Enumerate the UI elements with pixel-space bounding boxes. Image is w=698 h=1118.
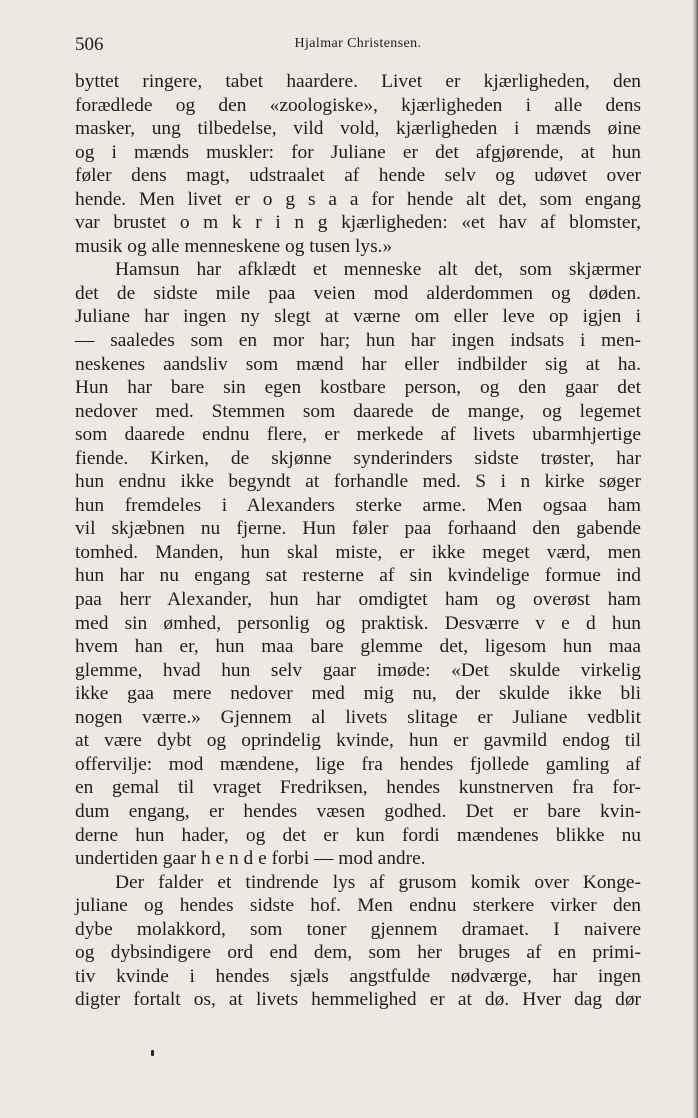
text-line: derne hun hader, og det er kun fordi mændenes blikke nu bbox=[75, 824, 641, 846]
running-head: Hjalmar Christensen. bbox=[294, 36, 422, 51]
text-line: at være dybt og oprindelig kvinde, hun er gavmild endog til bbox=[75, 730, 641, 752]
text-line: hun har nu engang sat resterne af sin kvindelige formue ind bbox=[75, 565, 641, 587]
text-line: tomhed. Manden, hun skal miste, er ikke meget værd, men bbox=[75, 541, 641, 563]
text-line: det de sidste mile paa veien mod alderdommen og døden. bbox=[75, 282, 641, 304]
text-line: Juliane har ingen ny slegt at værne om eller leve op igjen i bbox=[75, 306, 641, 328]
text-line: byttet ringere, tabet haardere. Livet er kjærligheden, den bbox=[75, 71, 641, 92]
print-speck bbox=[151, 1050, 154, 1056]
page-edge-shadow bbox=[692, 0, 698, 1118]
text-line: med sin ømhed, personlig og praktisk. Desværre v e d hun bbox=[75, 612, 641, 634]
text-line: nogen værre.» Gjennem al livets slitage er Juliane vedblit bbox=[75, 706, 641, 728]
body-text bbox=[75, 70, 641, 1012]
page-number: 506 bbox=[75, 34, 104, 55]
text-line: masker, ung tilbedelse, vild vold, kjærligheden i mænds øine bbox=[75, 118, 641, 140]
text-line: hende. Men livet er o g s a a for hende alt det, som engang bbox=[75, 188, 641, 210]
text-line: offervilje: mod mændene, lige fra hendes fjollede gamling af bbox=[75, 753, 641, 775]
text-line: hun endnu ikke begyndt at forhandle med. S i n kirke søger bbox=[75, 471, 641, 493]
text-line: digter fortalt os, at livets hemmelighed er at dø. Hver dag dør bbox=[75, 989, 641, 1011]
text-line: ikke gaa mere nedover med mig nu, der skulde ikke bli bbox=[75, 683, 641, 705]
text-line: hun fremdeles i Alexanders sterke arme. Men ogsaa ham bbox=[75, 494, 641, 516]
text-line: dybe molakkord, som toner gjennem dramaet. I naivere bbox=[75, 918, 641, 940]
text-line: undertiden gaar h e n d e forbi — mod andre. bbox=[75, 848, 426, 870]
page-header bbox=[75, 34, 641, 58]
text-line: Hamsun har afklædt et menneske alt det, som skjærmer bbox=[115, 259, 641, 281]
text-line: og i mænds muskler: for Juliane er det afgjørende, at hun bbox=[75, 141, 641, 163]
text-line: — saaledes som en mor har; hun har ingen indsats i men- bbox=[75, 330, 641, 352]
text-line: som daarede endnu flere, er merkede af livets ubarmhjertige bbox=[75, 424, 641, 446]
text-line: juliane og hendes sidste hof. Men endnu sterkere virker den bbox=[75, 895, 641, 917]
text-line: tiv kvinde i hendes sjæls angstfulde nødværge, har ingen bbox=[75, 965, 641, 987]
text-line: forædlede og den «zoologiske», kjærligheden i alle dens bbox=[75, 94, 641, 116]
text-line: vil skjæbnen nu fjerne. Hun føler paa forhaand den gabende bbox=[75, 518, 641, 540]
text-line: var brustet o m k r i n g kjærligheden: «et hav af blomster, bbox=[75, 212, 641, 234]
text-line: og dybsindigere ord end dem, som her bruges af en primi- bbox=[75, 942, 641, 964]
text-line: musik og alle menneskene og tusen lys.» bbox=[75, 235, 393, 257]
text-line: Hun har bare sin egen kostbare person, og den gaar det bbox=[75, 377, 641, 399]
text-line: en gemal til vraget Fredriksen, hendes kunstnerven fra for- bbox=[75, 777, 641, 799]
text-line: føler dens magt, udstraalet af hende selv og udøvet over bbox=[75, 165, 641, 187]
text-line: glemme, hvad hun selv gaar imøde: «Det skulde virkelig bbox=[75, 659, 641, 681]
text-line: fiende. Kirken, de skjønne synderinders sidste trøster, har bbox=[75, 447, 641, 469]
text-line: paa herr Alexander, hun har omdigtet ham og overøst ham bbox=[75, 589, 641, 611]
text-line: Der falder et tindrende lys af grusom komik over Konge- bbox=[115, 871, 641, 893]
text-line: neskenes aandsliv som mænd har eller indbilder sig at ha. bbox=[75, 353, 641, 375]
text-line: nedover med. Stemmen som daarede de mange, og legemet bbox=[75, 400, 641, 422]
text-line: dum engang, er hendes væsen godhed. Det er bare kvin- bbox=[75, 800, 641, 822]
text-line: hvem han er, hun maa bare glemme det, ligesom hun maa bbox=[75, 636, 641, 658]
